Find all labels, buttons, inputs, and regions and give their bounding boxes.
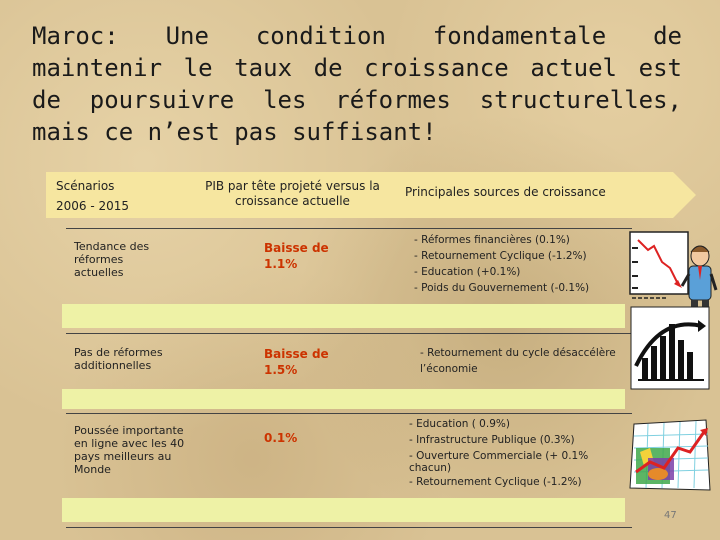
row-band	[62, 304, 625, 328]
row-3-pib: 0.1%	[264, 431, 298, 445]
row-1-source: - Education (+0.1%)	[414, 266, 521, 278]
header-arrow	[673, 172, 696, 218]
slide-title: Maroc: Une condition fondamentale de maintenir le taux de croissance actuel est de poursuivre les réformes structurelles, mais ce n’est pas suffisant!	[32, 22, 682, 146]
row-2-sources	[414, 345, 624, 377]
slide-number: 47	[664, 510, 677, 521]
row-2-pib: Baisse de 1.5%	[264, 347, 329, 377]
header-scenarios	[56, 176, 176, 216]
table-rule	[66, 228, 632, 229]
row-1-scenario: Tendance des réformes actuelles	[74, 240, 150, 279]
row-3-source: - Education ( 0.9%)	[409, 418, 510, 430]
row-3-source: - Ouverture Commerciale (+ 0.1%	[409, 450, 589, 462]
row-band	[62, 498, 625, 522]
row-3-source: - Infrastructure Publique (0.3%)	[409, 434, 575, 446]
row-3-scenario: Poussée importante en ligne avec les 40 pays meilleurs au Monde	[74, 424, 185, 476]
header-sources: Principales sources de croissance	[405, 185, 606, 199]
table-rule	[66, 333, 632, 334]
header-pib: PIB par tête projeté versus la croissance actuelle	[205, 179, 380, 208]
row-band	[62, 389, 625, 409]
row-3-sources	[409, 416, 588, 490]
header-scenarios-label: Scénarios	[56, 179, 115, 193]
row-2-scenario: Pas de réformes additionnelles	[74, 346, 163, 372]
row-3-source: chacun)	[409, 462, 452, 474]
row-1-sources	[414, 232, 589, 296]
row-1-source: - Poids du Gouvernement (-0.1%)	[414, 282, 590, 294]
bar-chart-icon	[630, 306, 710, 390]
row-3-source: - Retournement Cyclique (-1.2%)	[409, 476, 582, 488]
row-1-source: - Retournement Cyclique (-1.2%)	[414, 250, 587, 262]
table-rule	[66, 527, 632, 528]
header-scenarios-period: 2006 - 2015	[56, 199, 130, 213]
row-1-source: - Réformes financières (0.1%)	[414, 234, 570, 246]
table-rule	[66, 413, 632, 414]
rising-chart-icon	[628, 418, 714, 494]
row-2-source: - Retournement du cycle désaccélère l’économie	[420, 347, 616, 375]
row-1-pib: Baisse de 1.1%	[264, 241, 329, 271]
